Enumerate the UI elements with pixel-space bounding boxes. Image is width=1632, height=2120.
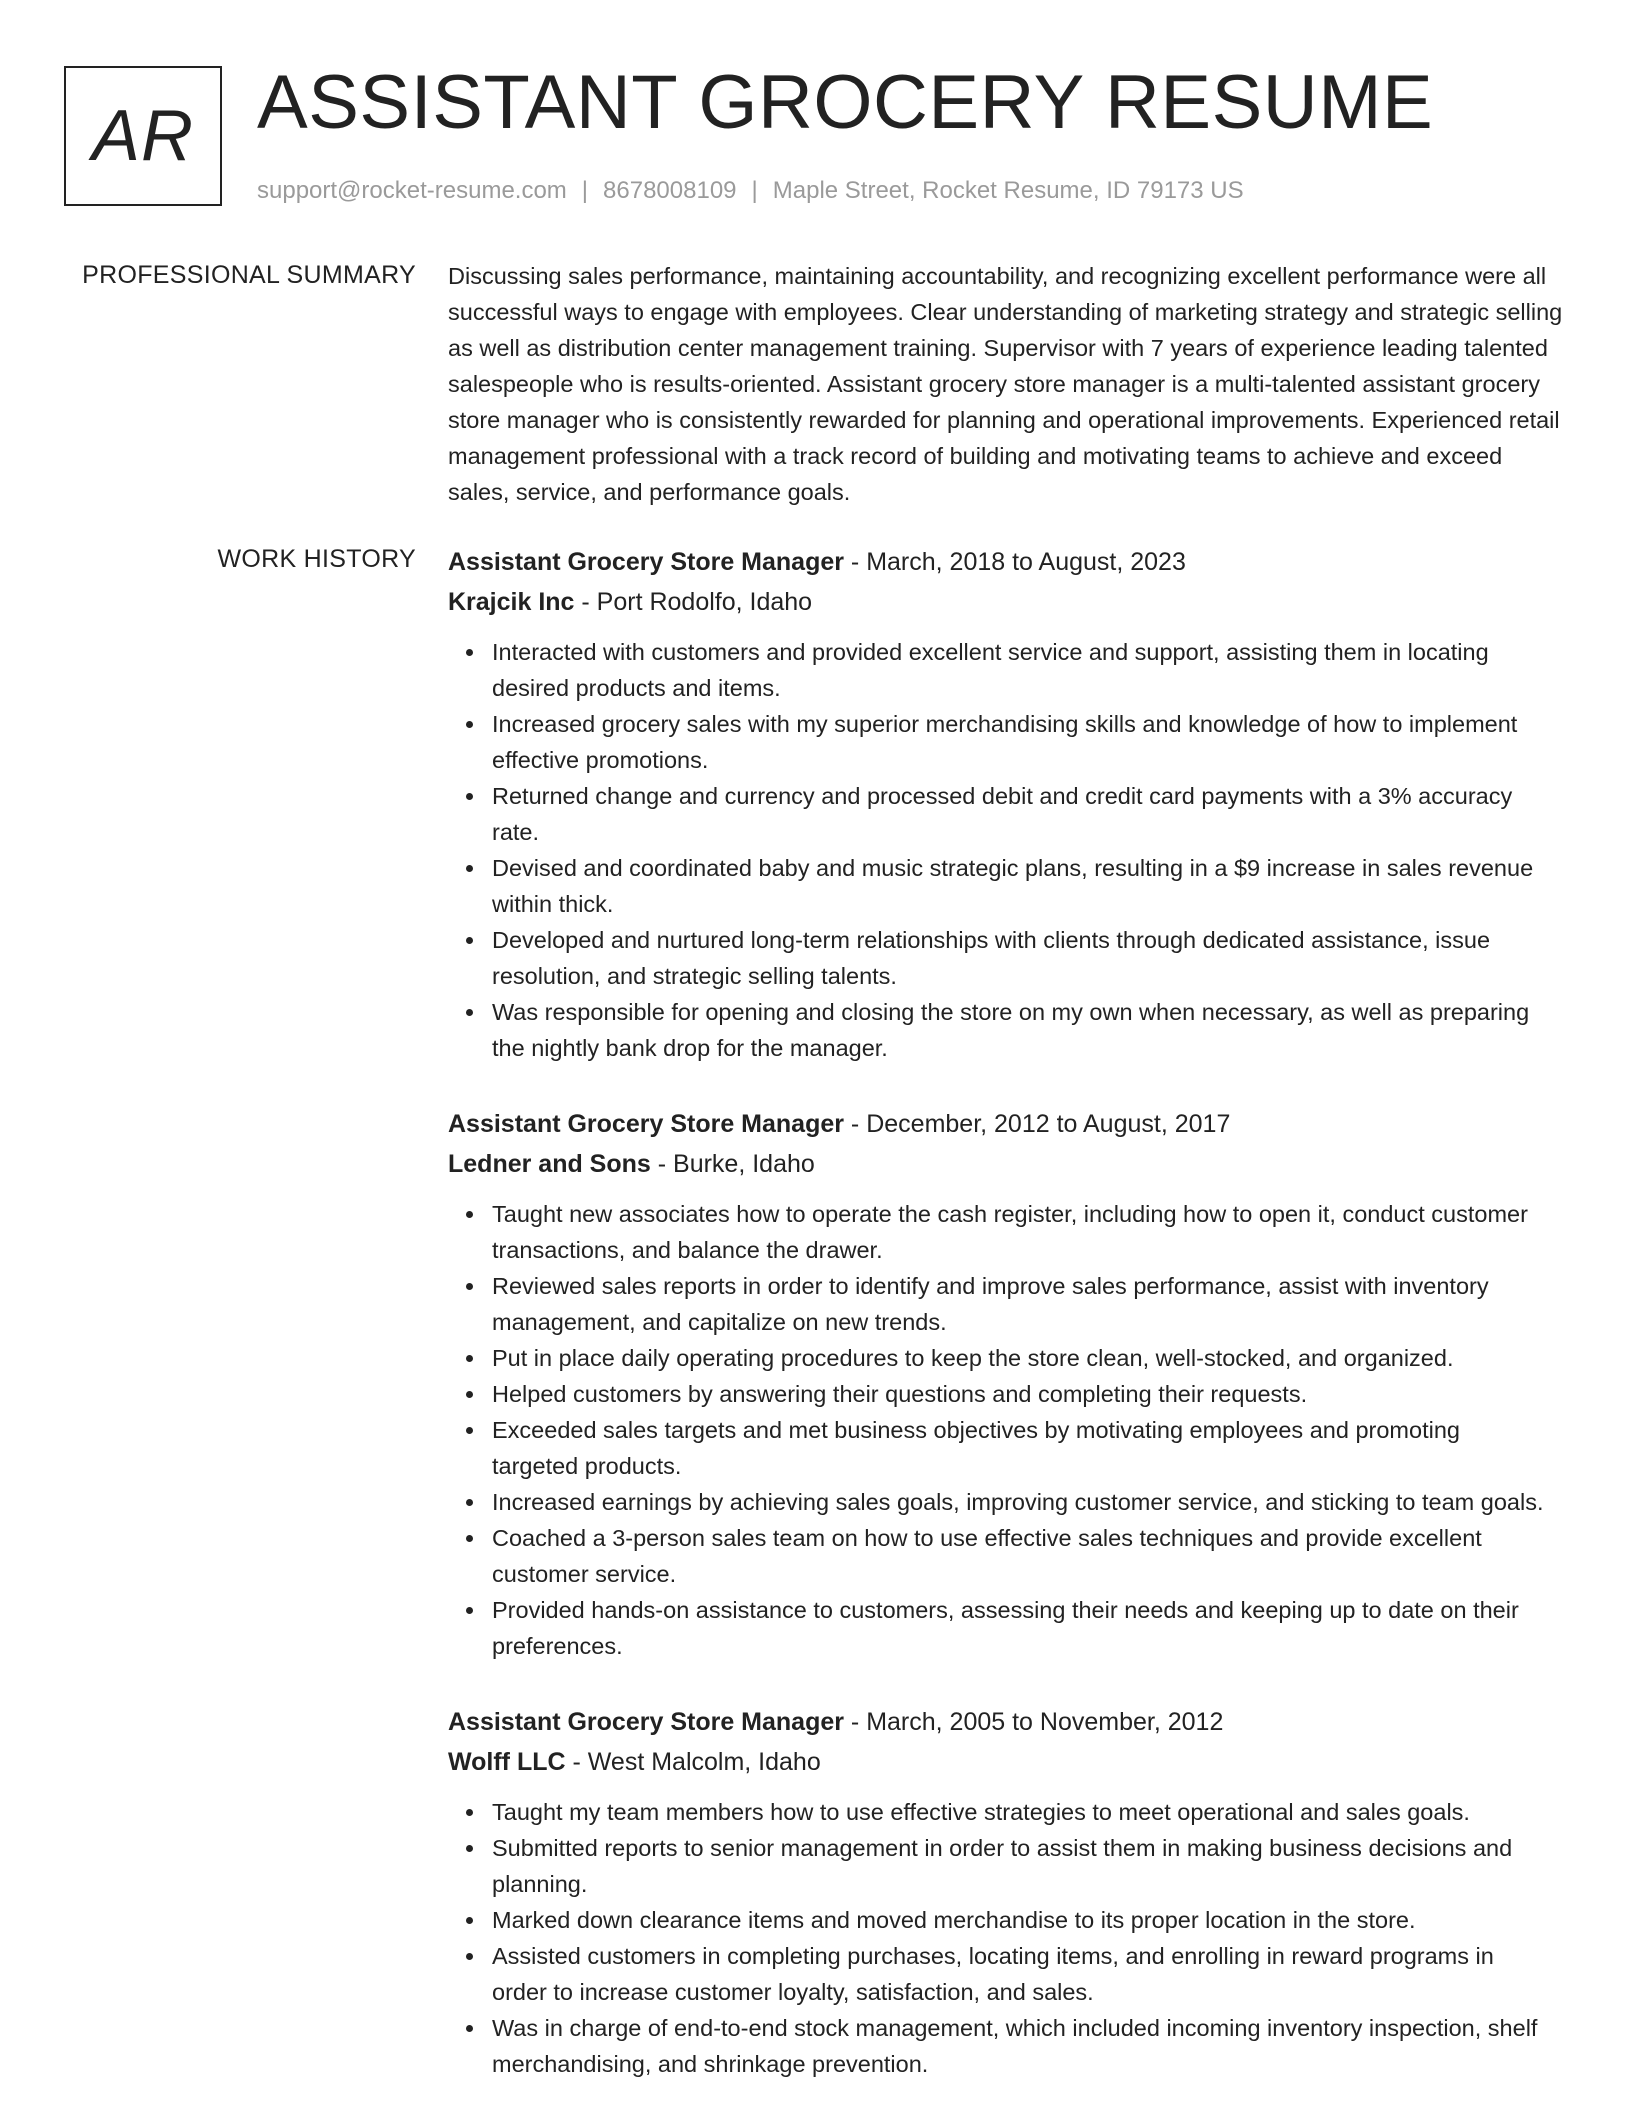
job-bullet xyxy=(492,1376,1568,1412)
bullet-dot-icon xyxy=(466,721,473,728)
job-entry xyxy=(448,1702,1568,2082)
bullet-dot-icon xyxy=(466,1953,473,1960)
job-dates: - March, 2018 to August, 2023 xyxy=(843,548,1186,576)
job-bullet xyxy=(492,706,1568,778)
job-title: Assistant Grocery Store Manager xyxy=(448,1110,844,1138)
job-bullet xyxy=(492,1340,1568,1376)
job-entry xyxy=(448,542,1568,1066)
bullet-dot-icon xyxy=(466,1427,473,1434)
job-bullet-list xyxy=(448,1196,1568,1664)
job-bullet-text: Increased grocery sales with my superior merchandising skills and knowledge of how to implement effective promotions. xyxy=(492,711,1518,773)
job-bullet xyxy=(492,1938,1568,2010)
bullet-dot-icon xyxy=(466,1535,473,1542)
bullet-dot-icon xyxy=(466,649,473,656)
job-bullet-text: Reviewed sales reports in order to identify and improve sales performance, assist with inventory management, and capitalize on new trends. xyxy=(492,1273,1489,1335)
job-company: Krajcik Inc xyxy=(448,588,575,616)
job-bullet-text: Interacted with customers and provided excellent service and support, assisting them in locating desired products and items. xyxy=(492,639,1489,701)
job-dates: - December, 2012 to August, 2017 xyxy=(843,1110,1231,1138)
work-history-heading: WORK HISTORY xyxy=(217,545,416,573)
bullet-dot-icon xyxy=(466,2025,473,2032)
contact-separator: | xyxy=(581,177,589,204)
job-bullet-text: Submitted reports to senior management in order to assist them in making business decisions and planning. xyxy=(492,1835,1513,1897)
job-company-line xyxy=(448,1742,1568,1782)
job-bullet xyxy=(492,994,1568,1066)
job-bullet xyxy=(492,1412,1568,1484)
job-company: Ledner and Sons xyxy=(448,1150,651,1178)
job-bullet-text: Exceeded sales targets and met business objectives by motivating employees and promoting targeted products. xyxy=(492,1417,1460,1479)
bullet-dot-icon xyxy=(466,1499,473,1506)
resume-title: ASSISTANT GROCERY RESUME xyxy=(257,60,1434,145)
bullet-dot-icon xyxy=(466,1845,473,1852)
job-bullet-text: Returned change and currency and processed debit and credit card payments with a 3% accuracy rate. xyxy=(492,783,1513,845)
job-location: - Port Rodolfo, Idaho xyxy=(574,588,813,616)
job-bullet-text: Assisted customers in completing purchases, locating items, and enrolling in reward programs in order to increase customer loyalty, satisfaction, and sales. xyxy=(492,1943,1494,2005)
bullet-dot-icon xyxy=(466,865,473,872)
job-bullet-text: Was responsible for opening and closing the store on my own when necessary, as well as preparing the nightly bank drop for the manager. xyxy=(492,999,1530,1061)
bullet-dot-icon xyxy=(466,937,473,944)
job-bullet xyxy=(492,634,1568,706)
job-bullet-text: Helped customers by answering their questions and completing their requests. xyxy=(492,1381,1308,1407)
job-title: Assistant Grocery Store Manager xyxy=(448,1708,844,1736)
job-bullet xyxy=(492,1794,1568,1830)
job-title-line xyxy=(448,1702,1568,1742)
bullet-dot-icon xyxy=(466,1283,473,1290)
summary-body xyxy=(448,258,1568,510)
job-bullet xyxy=(492,1592,1568,1664)
job-location: - West Malcolm, Idaho xyxy=(565,1748,821,1776)
job-bullet xyxy=(492,850,1568,922)
job-title-line xyxy=(448,1104,1568,1144)
contact-line xyxy=(257,174,1244,208)
job-bullet-text: Provided hands-on assistance to customers, assessing their needs and keeping up to date on their preferences. xyxy=(492,1597,1519,1659)
job-entry xyxy=(448,1104,1568,1664)
job-bullet xyxy=(492,1268,1568,1340)
summary-heading: PROFESSIONAL SUMMARY xyxy=(82,261,416,289)
job-bullet-list xyxy=(448,1794,1568,2082)
contact-email[interactable]: support@rocket-resume.com xyxy=(257,177,567,204)
contact-separator: | xyxy=(751,177,758,204)
monogram-initials: AR xyxy=(91,96,195,176)
bullet-dot-icon xyxy=(466,1355,473,1362)
job-bullet xyxy=(492,1196,1568,1268)
job-location: - Burke, Idaho xyxy=(650,1150,815,1178)
job-bullet-text: Put in place daily operating procedures to keep the store clean, well-stocked, and organized. xyxy=(492,1345,1454,1371)
job-bullet-text: Devised and coordinated baby and music strategic plans, resulting in a $9 increase in sales revenue within thick. xyxy=(492,855,1534,917)
bullet-dot-icon xyxy=(466,793,473,800)
job-bullet xyxy=(492,2010,1568,2082)
job-title: Assistant Grocery Store Manager xyxy=(448,548,844,576)
bullet-dot-icon xyxy=(466,1211,473,1218)
contact-phone[interactable]: 8678008109 xyxy=(603,177,737,204)
job-bullet-text: Increased earnings by achieving sales goals, improving customer service, and sticking to team goals. xyxy=(492,1489,1544,1515)
job-company-line xyxy=(448,1144,1568,1184)
bullet-dot-icon xyxy=(466,1809,473,1816)
job-dates: - March, 2005 to November, 2012 xyxy=(843,1708,1224,1736)
job-bullet xyxy=(492,1830,1568,1902)
job-bullet-text: Coached a 3-person sales team on how to use effective sales techniques and provide excellent customer service. xyxy=(492,1525,1482,1587)
job-bullet-text: Taught my team members how to use effective strategies to meet operational and sales goals. xyxy=(492,1799,1470,1825)
bullet-dot-icon xyxy=(466,1391,473,1398)
job-bullet xyxy=(492,1902,1568,1938)
monogram-badge xyxy=(64,66,222,206)
bullet-dot-icon xyxy=(466,1009,473,1016)
job-bullet-list xyxy=(448,634,1568,1066)
job-bullet-text: Developed and nurtured long-term relationships with clients through dedicated assistance, issue resolution, and strategic selling talents. xyxy=(492,927,1491,989)
summary-text: Discussing sales performance, maintaining accountability, and recognizing excellent performance were all successful ways to engage with employees. Clear understanding of marketing strategy and strategic selling as well as distribution center management training. Supervisor with 7 years of experience leading talented salespeople who is results-oriented. Assistant grocery store manager is a multi-talented assistant grocery store manager who is consistently rewarded for planning and operational improvements. Experienced retail management professional with a track record of building and motivating teams to achieve and exceed sales, service, and performance goals. xyxy=(448,263,1563,505)
job-bullet xyxy=(492,1484,1568,1520)
job-bullet-text: Marked down clearance items and moved merchandise to its proper location in the store. xyxy=(492,1907,1416,1933)
job-title-line xyxy=(448,542,1568,582)
job-company: Wolff LLC xyxy=(448,1748,566,1776)
job-company-line xyxy=(448,582,1568,622)
job-bullet xyxy=(492,1520,1568,1592)
job-bullet-text: Was in charge of end-to-end stock management, which included incoming inventory inspection, shelf merchandising, and shrinkage prevention. xyxy=(492,2015,1538,2077)
contact-address: Maple Street, Rocket Resume, ID 79173 US xyxy=(772,177,1244,204)
bullet-dot-icon xyxy=(466,1917,473,1924)
job-bullet-text: Taught new associates how to operate the cash register, including how to open it, conduct customer transactions, and balance the drawer. xyxy=(492,1201,1528,1263)
bullet-dot-icon xyxy=(466,1607,473,1614)
job-bullet xyxy=(492,778,1568,850)
job-bullet xyxy=(492,922,1568,994)
work-history-body xyxy=(448,542,1568,2120)
